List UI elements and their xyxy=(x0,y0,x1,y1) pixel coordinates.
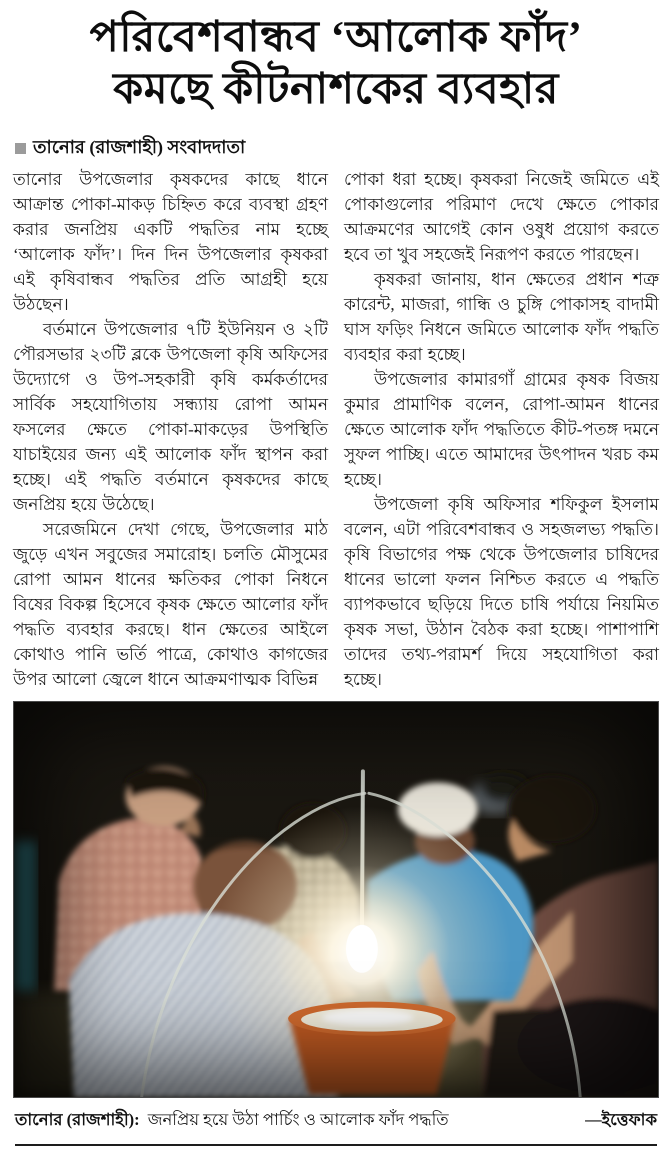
night-light-trap-scene xyxy=(14,702,658,1097)
caption-credit: —ইত্তেফাক xyxy=(585,1109,657,1129)
paragraph: বর্তমানে উপজেলার ৭টি ইউনিয়ন ও ২টি পৌরসভার ২৩টি ব্লকে উপজেলা কৃষি অফিসের উদ্যোগে ও উপ-সহকারী কৃষি কর্মকর্তাদের সার্বিক সহযোগিতায় সন্ধ্যায় রোপা আমন ফসলের ক্ষেতে পোকা-মাকড়ের উপস্থিতি যাচাইয়ের জন্য এই আলোক ফাঁদ স্থাপন করা হচ্ছে। এই পদ্ধতি বর্তমানে কৃষকদের কাছে জনপ্রিয় হয়ে উঠেছে। xyxy=(13,319,328,514)
water-basin xyxy=(288,1002,455,1095)
bottom-divider xyxy=(15,1144,657,1146)
paragraph: উপজেলা কৃষি অফিসার শফিকুল ইসলাম বলেন, এটা পরিবেশবান্ধব ও সহজলভ্য পদ্ধতি। কৃষি বিভাগের পক্ষ থেকে উপজেলার চাষিদের ধানের ভালো ফলন নিশ্চিত করতে এ পদ্ধতি ব্যাপকভাবে ছড়িয়ে দিতে চাষি পর্যায়ে নিয়মিত কৃষক সভা, উঠান বৈঠক করা হচ্ছে। পাশাপাশি তাদের তথ্য-পরামর্শ দিয়ে সহযোগিতা করা হচ্ছে। xyxy=(344,494,659,689)
caption-location: তানোর (রাজশাহী): xyxy=(15,1109,140,1129)
paragraph: পোকা ধরা হচ্ছে। কৃষকরা নিজেই জমিতে এই পোকাগুলোর পরিমাণ দেখে ক্ষেতে পোকার আক্রমণের আগেই কোন ওষুধ প্রয়োগ করতে হবে তা খুব সহজেই নিরূপণ করতে পারছেন। xyxy=(344,169,659,264)
square-bullet-icon xyxy=(15,143,26,154)
photo-caption xyxy=(15,1107,657,1134)
caption-text: জনপ্রিয় হয়ে উঠা পার্চিং ও আলোক ফাঁদ পদ্ধতি xyxy=(147,1109,449,1129)
news-photo xyxy=(13,701,659,1098)
byline-text: তানোর (রাজশাহী) সংবাদদাতা xyxy=(33,136,246,157)
byline xyxy=(15,133,657,164)
left-column xyxy=(13,167,328,692)
headline-line-1: পরিবেশবান্ধব ‘আলোক ফাঁদ’ xyxy=(89,14,583,61)
article-headline xyxy=(13,6,659,125)
paragraph: উপজেলার কামারগাঁ গ্রামের কৃষক বিজয় কুমার প্রামাণিক বলেন, রোপা-আমন ধানের ক্ষেতে আলোক ফাঁদ পদ্ধতিতে কীট-পতঙ্গ দমনে সুফল পাচ্ছি। এতে আমাদের উৎপাদন খরচ কম হচ্ছে। xyxy=(344,369,659,489)
article-body xyxy=(13,167,659,692)
paragraph: কৃষকরা জানায়, ধান ক্ষেতের প্রধান শত্রু কারেন্ট, মাজরা, গান্ধি ও চুঙ্গি পোকাসহ বাদামী ঘাস ফড়িং নিধনে জমিতে আলোক ফাঁদ পদ্ধতি ব্যবহার করা হচ্ছে। xyxy=(344,269,659,364)
headline-line-2: কমছে কীটনাশকের ব্যবহার xyxy=(113,66,559,114)
paragraph: তানোর উপজেলার কৃষকদের কাছে ধানে আক্রান্ত পোকা-মাকড় চিহ্নিত করে ব্যবস্থা গ্রহণ করার জনপ্রিয় একটি পদ্ধতির নাম হচ্ছে ‘আলোক ফাঁদ’। দিন দিন উপজেলার কৃষকরা এই কৃষিবান্ধব পদ্ধতির প্রতি আগ্রহী হয়ে উঠছেন। xyxy=(13,169,328,314)
edge-figure xyxy=(14,841,36,991)
right-column xyxy=(344,167,659,692)
paragraph: সরেজমিনে দেখা গেছে, উপজেলার মাঠ জুড়ে এখন সবুজের সমারোহ। চলতি মৌসুমের রোপা আমন ধানের ক্ষতিকর পোকা নিধনে বিষের বিকল্প হিসেবে কৃষক ক্ষেতে আলোর ফাঁদ পদ্ধতি ব্যবহার করছে। ধান ক্ষেতের আইলে কোথাও পানি ভর্তি পাত্রে, কোথাও কাগজের উপর আলো জ্বেলে ধানে আক্রমণাত্মক বিভিন্ন xyxy=(13,519,328,689)
